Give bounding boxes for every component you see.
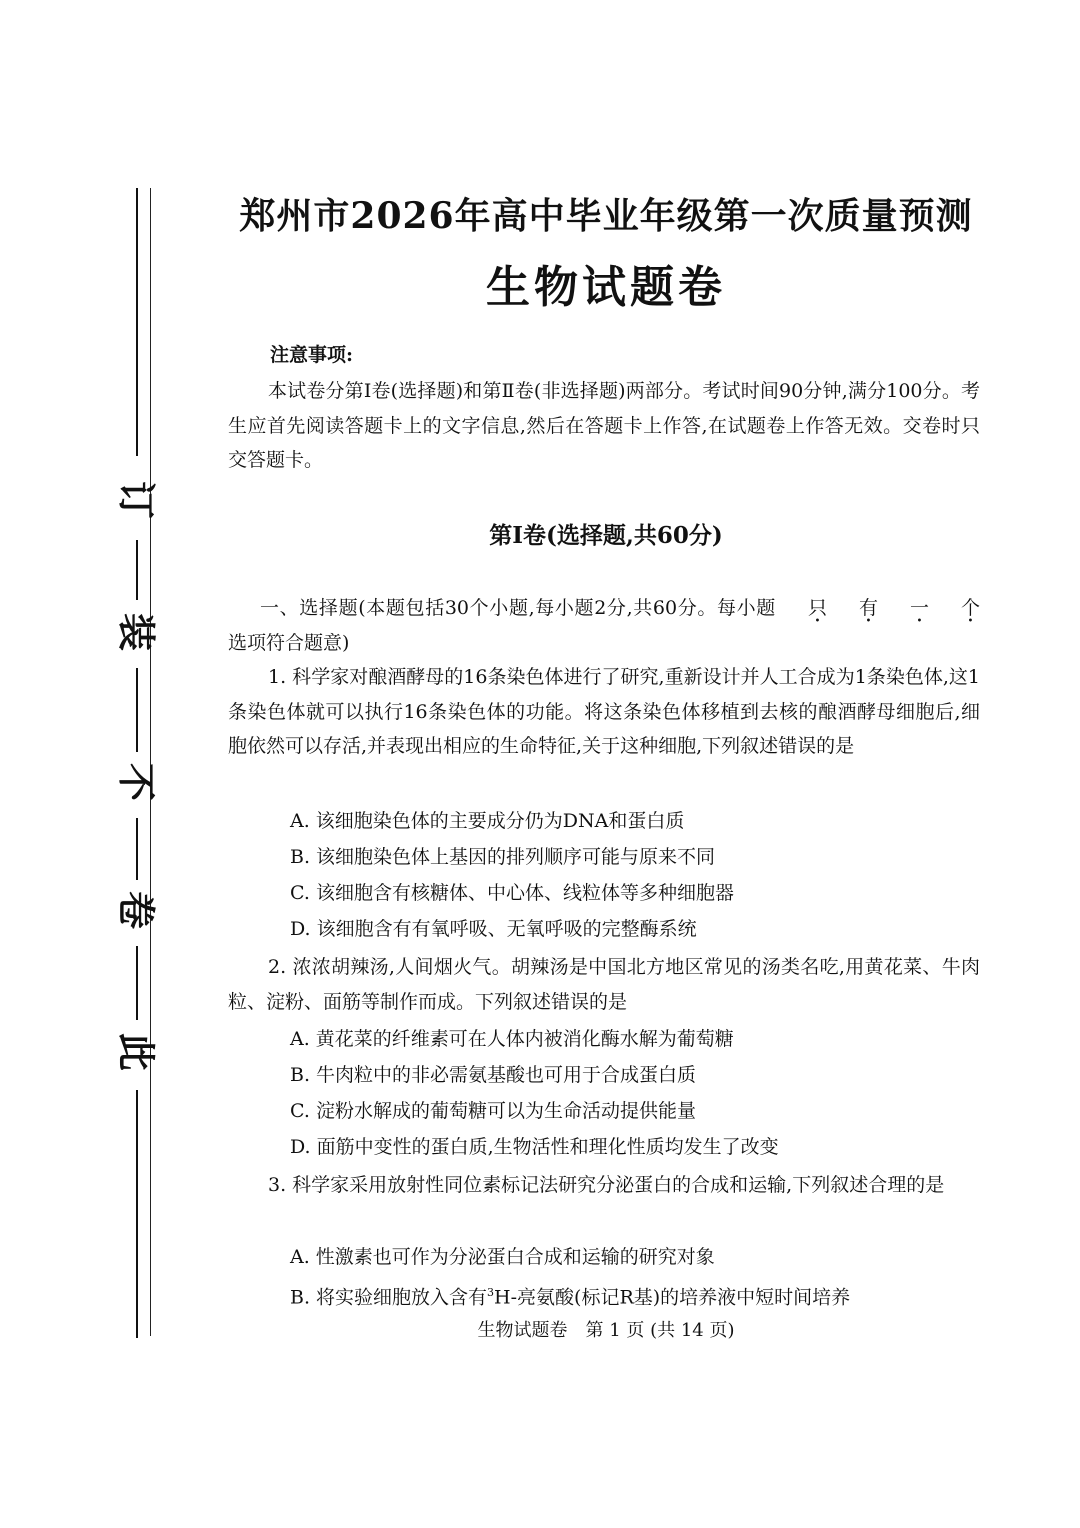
emphasis-char: 一 [909,597,929,619]
binding-char: 订 [114,480,158,519]
question-option: B. 该细胞染色体上基因的排列顺序可能与原来不同 [290,846,716,868]
question-option: D. 面筋中变性的蛋白质,生物活性和理化性质均发生了改变 [290,1136,779,1158]
instructions-text: 一、选择题(本题包括30个小题,每小题2分,共60分。每小题 [260,597,776,619]
exam-title: 郑州市2026年高中毕业年级第一次质量预测 [239,195,973,237]
question-option: C. 该细胞含有核糖体、中心体、线粒体等多种细胞器 [290,882,734,904]
isotope-superscript: 3 [487,1286,495,1299]
emphasis-char: 有 [858,597,878,619]
question-option: A. 该细胞染色体的主要成分仍为DNA和蛋白质 [290,810,685,832]
binding-dash [136,1090,138,1338]
question-option: A. 性激素也可作为分泌蛋白合成和运输的研究对象 [290,1246,715,1268]
section-title: 第Ⅰ卷(选择题,共60分) [489,522,723,549]
question-stem: 3. 科学家采用放射性同位素标记法研究分泌蛋白的合成和运输,下列叙述合理的是 [268,1174,945,1196]
binding-dash [136,818,138,880]
exam-subtitle: 生物试题卷 [486,262,726,313]
question-option: A. 黄花菜的纤维素可在人体内被消化酶水解为葡萄糖 [290,1028,734,1050]
binding-char: 卷 [114,890,158,929]
emphasis-char: 个 [960,597,980,619]
question-option: D. 该细胞含有有氧呼吸、无氧呼吸的完整酶系统 [290,918,697,940]
binding-char: 此 [114,1032,158,1071]
instructions-text: 选项符合题意) [228,631,350,654]
question-option: B. 牛肉粒中的非必需氨基酸也可用于合成蛋白质 [290,1064,697,1086]
notice-heading: 注意事项: [270,344,354,366]
binding-dash [136,668,138,752]
question-stem: 2. 浓浓胡辣汤,人间烟火气。胡辣汤是中国北方地区常见的汤类名吃,用黄花菜、牛肉粒、淀粉、面筋等制作而成。下列叙述错误的是 [228,956,980,1013]
binding-char: 装 [114,612,158,651]
option-text: H-亮氨酸(标记R基)的培养液中短时间培养 [494,1286,851,1309]
page-footer: 生物试题卷 第 1 页 (共 14 页) [477,1320,735,1341]
question-stem: 1. 科学家对酿酒酵母的16条染色体进行了研究,重新设计并人工合成为1条染色体,这1条染色体就可以执行16条染色体的功能。将这条染色体移植到去核的酿酒酵母细胞后,细胞依然可以存活,并表现出相应的生命特征,关于这种细胞,下列叙述错误的是 [228,666,980,757]
question-option [290,1278,850,1312]
emphasis-char: 只 [807,597,827,619]
option-text: B. 将实验细胞放入含有 [290,1286,488,1309]
notice-text: 本试卷分第Ⅰ卷(选择题)和第Ⅱ卷(非选择题)两部分。考试时间90分钟,满分100分。考生应首先阅读答题卡上的文字信息,然后在答题卡上作答,在试题卷上作答无效。交卷时只交答题卡。 [228,380,980,471]
question-option: C. 淀粉水解成的葡萄糖可以为生命活动提供能量 [290,1100,696,1122]
binding-dash [136,188,138,456]
binding-dash [136,946,138,1020]
binding-dash [136,540,138,600]
binding-char: 不 [114,762,158,801]
instructions [228,591,980,660]
